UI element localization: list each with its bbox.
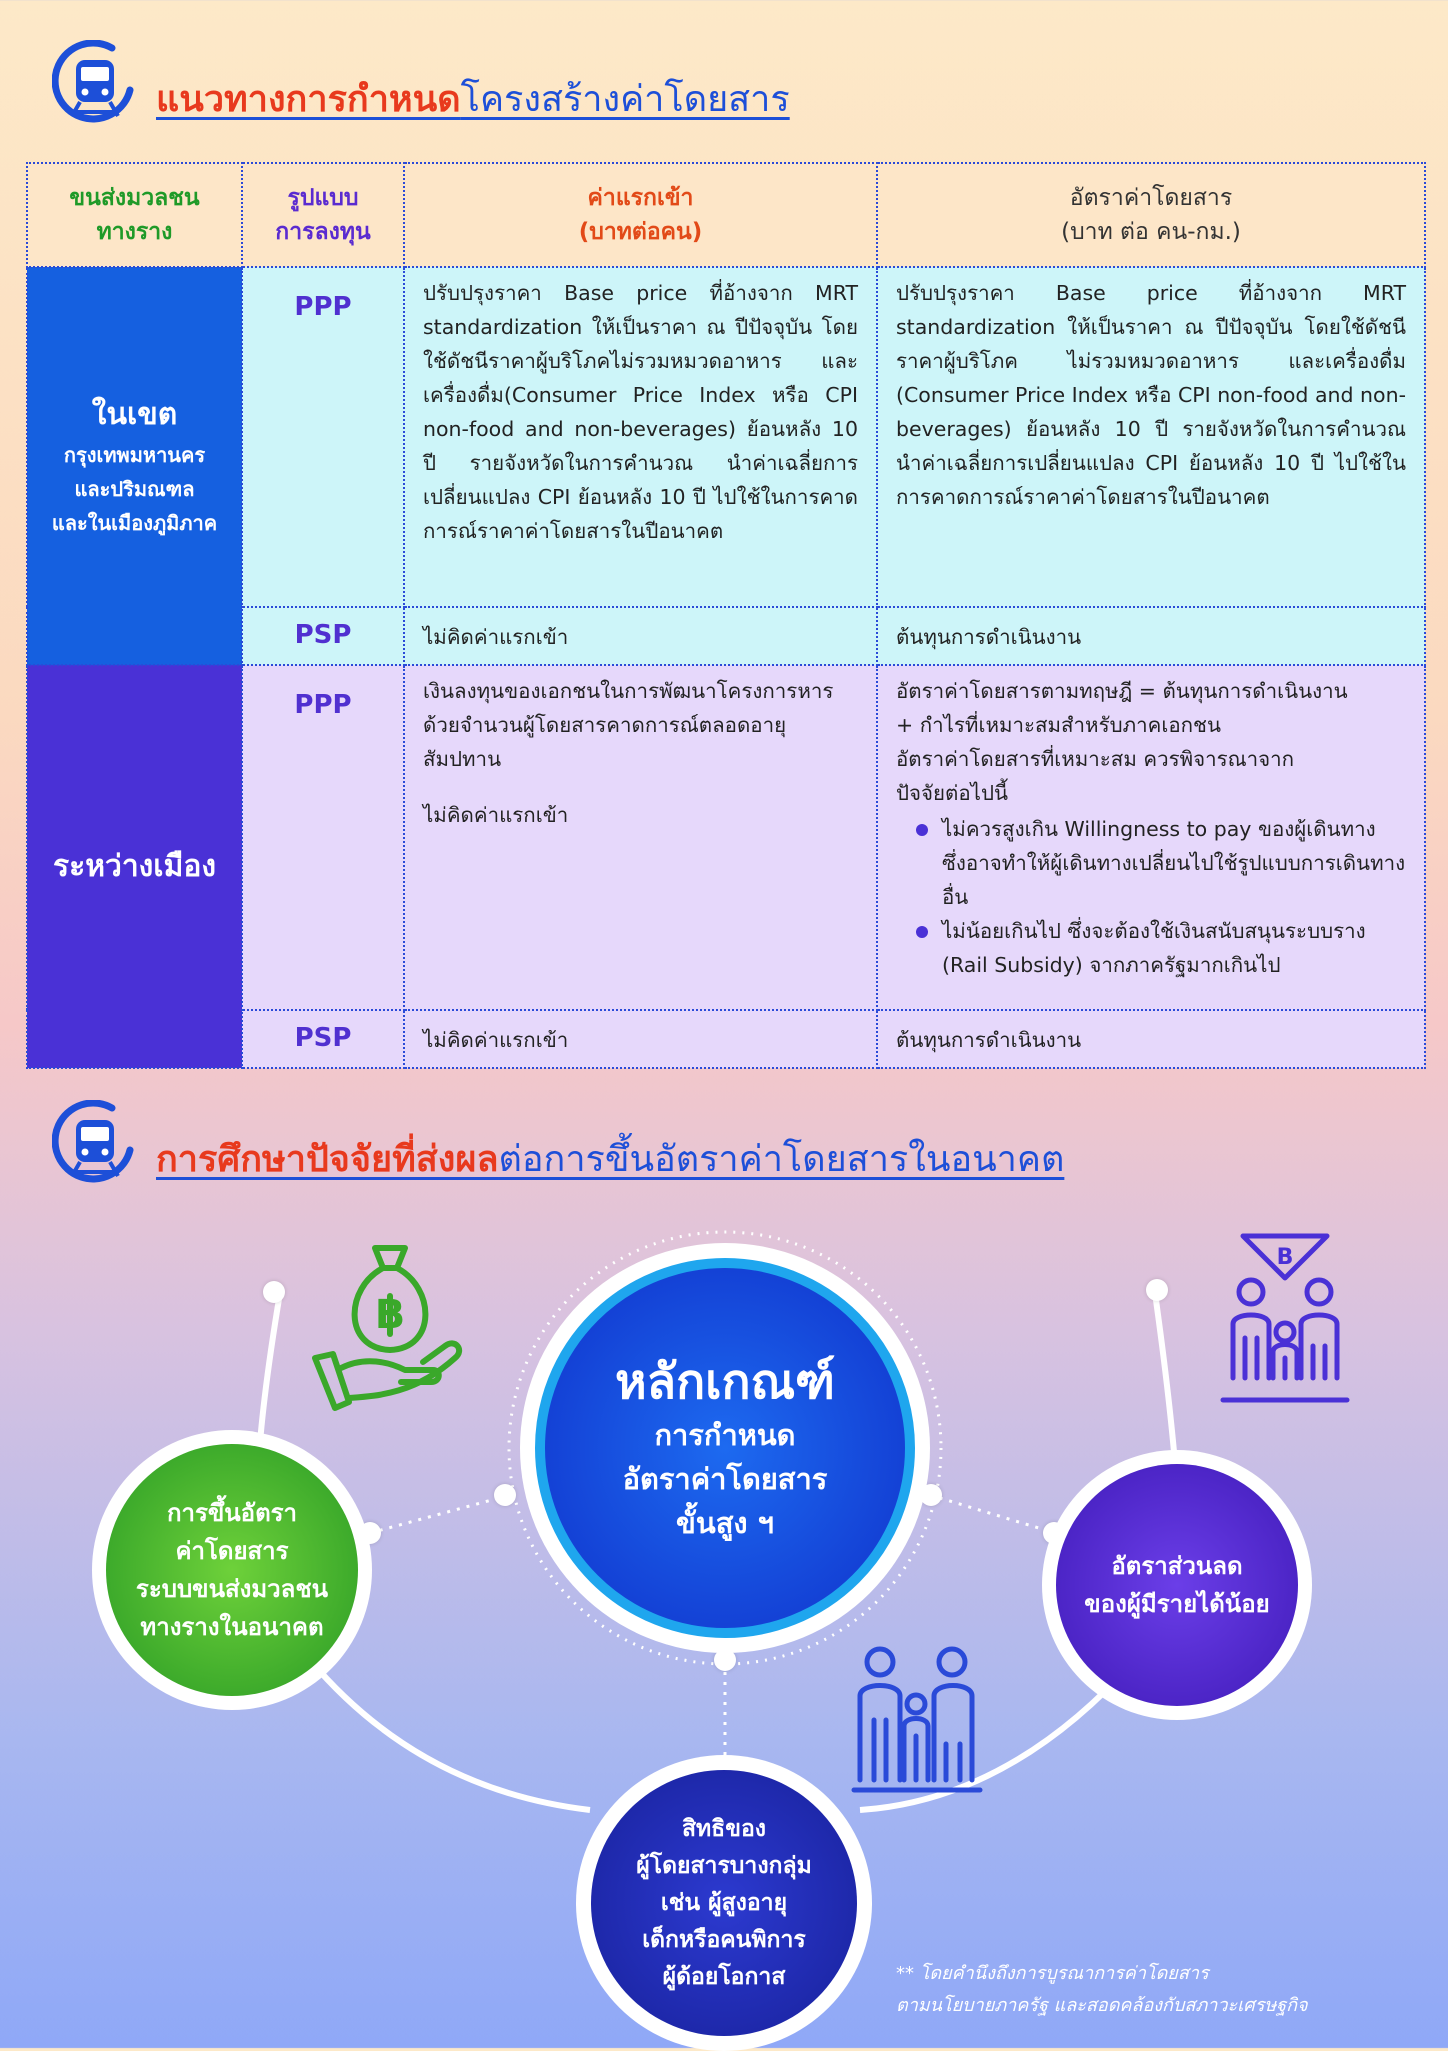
header-col4-line2: (บาท ต่อ คน-กม.) xyxy=(1061,219,1241,245)
left-circle-line: ทางรางในอนาคต xyxy=(140,1613,324,1641)
model-ppp: PPP xyxy=(242,267,404,607)
model-ppp: PPP xyxy=(242,665,404,1010)
left-circle-line: ค่าโดยสาร xyxy=(175,1537,289,1565)
fare-line: อัตราค่าโดยสารที่เหมาะสม ควรพิจารณาจาก xyxy=(896,747,1295,771)
entry-fee-note: ไม่คิดค่าแรกเข้า xyxy=(423,803,569,827)
model-psp: PSP xyxy=(242,1010,404,1068)
section2-title-bold: การศึกษาปัจจัยที่ส่งผล xyxy=(156,1139,499,1180)
entry-fee-cell: ไม่คิดค่าแรกเข้า xyxy=(404,607,877,665)
footnote-line: ** โดยคำนึงถึงการบูรณาการค่าโดยสาร xyxy=(896,1963,1209,1984)
entry-fee-text: เงินลงทุนของเอกชนในการพัฒนาโครงการหารด้วยจำนวนผู้โดยสารคาดการณ์ตลอดอายุสัมปทาน xyxy=(423,679,834,771)
bottom-circle-line: ผู้ด้อยโอกาส xyxy=(662,1963,786,1990)
header-col4-line1: อัตราค่าโดยสาร xyxy=(1069,185,1233,211)
center-line: อัตราค่าโดยสาร xyxy=(622,1462,828,1496)
bottom-circle-line: สิทธิของ xyxy=(681,1815,766,1842)
fare-line: อัตราค่าโดยสารตามทฤษฎี = ต้นทุนการดำเนินงาน xyxy=(896,679,1348,703)
region-intercity-title: ระหว่างเมือง xyxy=(52,848,217,884)
region-urban-title: ในเขต xyxy=(91,397,178,432)
section1-title-rest: โครงสร้างค่าโดยสาร xyxy=(460,79,790,120)
connector-dot xyxy=(1146,1279,1168,1301)
dotted-link-left xyxy=(370,1495,510,1533)
model-psp: PSP xyxy=(242,607,404,665)
left-circle-line: ระบบขนส่งมวลชน xyxy=(135,1575,329,1603)
connector-dot xyxy=(263,1281,285,1303)
money-bag-hand-icon xyxy=(305,1238,475,1418)
family-baht-icon xyxy=(1215,1228,1355,1413)
fare-rate-cell: ปรับปรุงราคา Base price ที่อ้างจาก MRT standardization ให้เป็นราคา ณ ปีปัจจุบัน โดยใช้ดัชนีราคาผู้บริโภค ไม่รวมหมวดอาหาร และเครื่องดื่ม (Consumer Price Index หรือ CPI non-food and non-beverages) ย้อนหลัง 10 ปี รายจังหวัดในการคำนวณ นำค่าเฉลี่ยการเปลี่ยนแปลง CPI ย้อนหลัง 10 ปี ไปใช้ในการคาดการณ์ราคาค่าโดยสารในปีอนาคต xyxy=(877,267,1425,607)
fare-rate-cell: ต้นทุนการดำเนินงาน xyxy=(877,1010,1425,1068)
bottom-circle-ring xyxy=(576,1755,872,2051)
right-circle-line: ของผู้มีรายได้น้อย xyxy=(1084,1590,1270,1618)
center-title: หลักเกณฑ์ xyxy=(615,1354,835,1410)
dotted-link-right xyxy=(930,1495,1055,1533)
connector-dot xyxy=(494,1484,516,1506)
fare-line: + กำไรที่เหมาะสมสำหรับภาคเอกชน xyxy=(896,713,1221,737)
future-fare-increase-circle xyxy=(106,1444,358,1696)
section1-title-bold: แนวทางการกำหนด xyxy=(156,79,461,120)
center-line: การกำหนด xyxy=(654,1418,796,1452)
footnote-line: ตามนโยบายภาครัฐ และสอดคล้องกับสภาวะเศรษฐกิจ xyxy=(896,1995,1308,2016)
center-line: ขั้นสูง ฯ xyxy=(676,1506,774,1540)
list-item: ไม่ควรสูงเกิน Willingness to pay ของผู้เดินทาง ซึ่งอาจทำให้ผู้เดินทางเปลี่ยนไปใช้รูปแบบการเดินทางอื่น xyxy=(942,812,1406,914)
right-circle-ring xyxy=(1042,1450,1312,1720)
right-circle-line: อัตราส่วนลด xyxy=(1111,1552,1243,1580)
connector-left-bottom xyxy=(310,1660,590,1810)
footnote xyxy=(896,1958,1308,2022)
region-urban-sub-3: และในเมืองภูมิภาค xyxy=(51,511,218,535)
family-icon xyxy=(850,1640,985,1800)
entry-fee-cell: ปรับปรุงราคา Base price ที่อ้างจาก MRT standardization ให้เป็นราคา ณ ปีปัจจุบัน โดยใช้ดัชนีราคาผู้บริโภคไม่รวมหมวดอาหาร และเครื่องดื่ม(Consumer Price Index หรือ CPI non-food and non-beverages) ย้อนหลัง 10 ปี รายจังหวัดในการคำนวณ นำค่าเฉลี่ยการเปลี่ยนแปลง CPI ย้อนหลัง 10 ปี ไปใช้ในการคาดการณ์ราคาค่าโดยสารในปีอนาคต xyxy=(404,267,877,607)
fare-line: ปัจจัยต่อไปนี้ xyxy=(896,781,1009,805)
svg-text:B: B xyxy=(1276,1245,1294,1270)
header-col3-line2: (บาทต่อคน) xyxy=(578,219,703,245)
region-urban-sub-1: กรุงเทพมหานคร xyxy=(63,443,206,467)
svg-text:B: B xyxy=(374,1292,406,1338)
bottom-circle-line: เช่น ผู้สูงอายุ xyxy=(660,1889,788,1916)
list-item: ไม่น้อยเกินไป ซึ่งจะต้องใช้เงินสนับสนุนระบบราง (Rail Subsidy) จากภาครัฐมากเกินไป xyxy=(942,914,1406,982)
passenger-rights-circle xyxy=(591,1770,857,2036)
bottom-circle-line: เด็กหรือคนพิการ xyxy=(642,1926,806,1953)
header-col2-line2: การลงทุน xyxy=(275,219,371,245)
bottom-circle-line: ผู้โดยสารบางกลุ่ม xyxy=(636,1852,812,1879)
header-col1-line2: ทางราง xyxy=(96,219,173,245)
left-circle-ring xyxy=(92,1430,372,1710)
center-circle-ring xyxy=(520,1243,930,1653)
center-criteria-circle xyxy=(535,1258,915,1638)
header-col1-line1: ขนส่งมวลชน xyxy=(69,185,200,211)
connector-right-top xyxy=(1155,1293,1176,1475)
section2-title-rest: ต่อการขึ้นอัตราค่าโดยสารในอนาคต xyxy=(498,1139,1065,1180)
fare-rate-cell: ต้นทุนการดำเนินงาน xyxy=(877,607,1425,665)
region-urban-sub-2: และปริมณฑล xyxy=(74,477,195,501)
left-circle-line: การขึ้นอัตรา xyxy=(166,1499,298,1527)
entry-fee-cell: ไม่คิดค่าแรกเข้า xyxy=(404,1010,877,1068)
low-income-discount-circle xyxy=(1056,1464,1298,1706)
header-col2-line1: รูปแบบ xyxy=(287,185,359,211)
header-col3-line1: ค่าแรกเข้า xyxy=(587,185,694,211)
